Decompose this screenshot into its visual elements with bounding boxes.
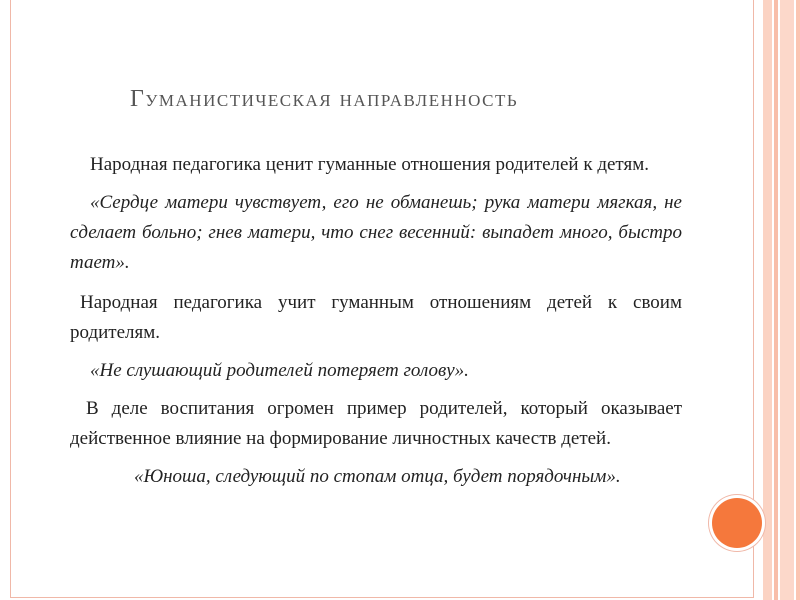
- paragraph-statement-1: Народная педагогика ценит гуманные отношения родителей к детям.: [90, 154, 649, 175]
- paragraph-proverb-2: «Не слушающий родителей потеряет голову».: [90, 360, 469, 381]
- slide-title: Гуманистическая направленность: [130, 86, 519, 112]
- orange-circle-decoration: [712, 498, 762, 548]
- paragraph-proverb-1: «Сердце матери чувствует, его не обманешь; рука матери мягкая, не сделает больно; гнев матери, что снег весенний: выпадет много, быстро тает».: [70, 192, 682, 273]
- decorative-stripe: [796, 0, 800, 600]
- paragraph-proverb-3: «Юноша, следующий по стопам отца, будет порядочным».: [134, 466, 621, 487]
- slide-body: [70, 150, 682, 500]
- decorative-stripe: [780, 0, 794, 600]
- decorative-stripe: [774, 0, 778, 600]
- decorative-stripe: [763, 0, 772, 600]
- paragraph-statement-2: Народная педагогика учит гуманным отношениям детей к своим родителям.: [70, 292, 682, 343]
- paragraph-statement-3: В деле воспитания огромен пример родителей, который оказывает действенное влияние на формирование личностных качеств детей.: [70, 398, 682, 449]
